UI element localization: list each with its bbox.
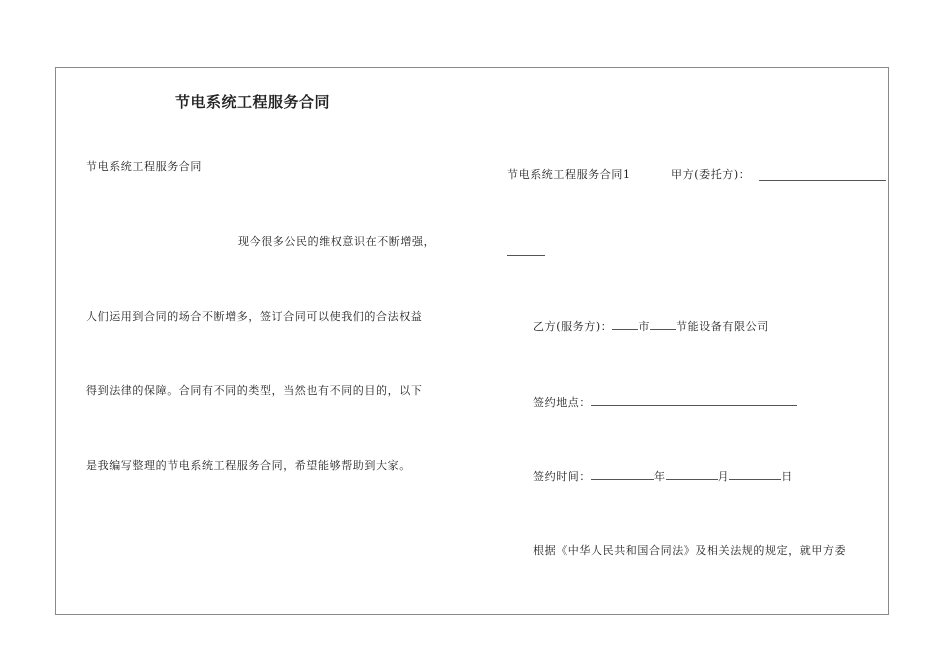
document-page xyxy=(55,67,889,615)
month-label: 月 xyxy=(717,470,730,483)
party-b-label: 乙方(服务方)： xyxy=(533,320,613,333)
party-a-blank xyxy=(759,180,886,181)
document-title: 节电系统工程服务合同 xyxy=(175,93,331,111)
sign-place-blank xyxy=(591,394,797,406)
paragraph-line-1: 现今很多公民的维权意识在不断增强， xyxy=(238,235,436,248)
party-b-name-blank xyxy=(650,318,676,330)
sign-place-line xyxy=(533,394,797,410)
year-label: 年 xyxy=(654,470,666,483)
party-b-line xyxy=(533,318,769,334)
year-blank xyxy=(591,468,654,480)
day-blank xyxy=(729,468,781,480)
paragraph-line-3: 得到法律的保障。合同有不同的类型，当然也有不同的目的，以下 xyxy=(86,384,423,397)
sign-time-label: 签约时间： xyxy=(533,470,591,483)
party-a-label: 甲方(委托方)： xyxy=(671,168,751,181)
day-label: 日 xyxy=(781,470,793,483)
party-a-blank-continued xyxy=(507,255,545,256)
left-heading: 节电系统工程服务合同 xyxy=(86,160,202,173)
contract-label: 节电系统工程服务合同1 xyxy=(507,168,631,181)
party-b-city-blank xyxy=(612,318,638,330)
paragraph-line-2: 人们运用到合同的场合不断增多，签订合同可以使我们的合法权益 xyxy=(86,310,423,323)
sign-place-label: 签约地点： xyxy=(533,396,591,409)
paragraph-line-4: 是我编写整理的节电系统工程服务合同，希望能够帮助到大家。 xyxy=(86,459,411,472)
law-line: 根据《中华人民共和国合同法》及相关法规的规定，就甲方委 xyxy=(533,544,847,557)
month-blank xyxy=(666,468,718,480)
sign-time-line xyxy=(533,468,793,484)
party-b-city: 市 xyxy=(638,320,650,333)
party-b-company: 节能设备有限公司 xyxy=(676,320,769,333)
